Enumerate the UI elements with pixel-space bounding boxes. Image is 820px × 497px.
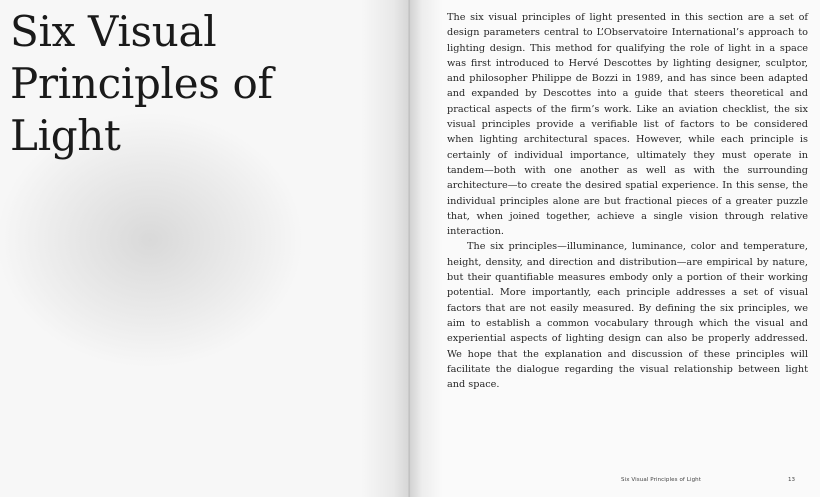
title-line-2: Principles of — [10, 59, 273, 108]
title-line-1: Six Visual — [10, 7, 217, 56]
paragraph-1: The six visual principles of light presented in this section are a set of design parameters central to L’Observatoire International’s approach to lighting design. This method for qualifying the role of light in a space was first introduced to Hervé Descottes by lighting designer, sculptor, and philosopher Philippe de Bozzi in 1989, and has since been adapted and expanded by Descottes into a guide that steers theoretical and practical aspects of the firm’s work. Like an aviation checklist, the six visual principles provide a verifiable list of factors to be considered when lighting architectural spaces. However, while each principle is certainly of individual importance, ultimately they must operate in tandem—both with one another as well as with the surrounding architecture—to create the desired spatial experience. In this sense, the individual principles alone are but fractional pieces of a greater puzzle that, when joined together, achieve a single vision through relative interaction. — [447, 12, 808, 238]
title-line-3: Light — [10, 111, 121, 160]
body-text — [447, 10, 808, 392]
right-page — [410, 0, 820, 497]
page-number: 13 — [788, 477, 795, 483]
chapter-title — [10, 6, 273, 162]
running-footer-title: Six Visual Principles of Light — [621, 477, 702, 483]
paragraph-2: The six principles—illuminance, luminance, color and temperature, height, density, and direction and distribution—are empirical by nature, but their quantifiable measures embody only a portion of their working potential. More importantly, each principle addresses a set of visual factors that are not easily measured. By defining the six principles, we aim to establish a common vocabulary through which the visual and experiential aspects of lighting design can also be properly addressed. We hope that the explanation and discussion of these principles will facilitate the dialogue regarding the visual relationship between light and space. — [447, 241, 808, 391]
